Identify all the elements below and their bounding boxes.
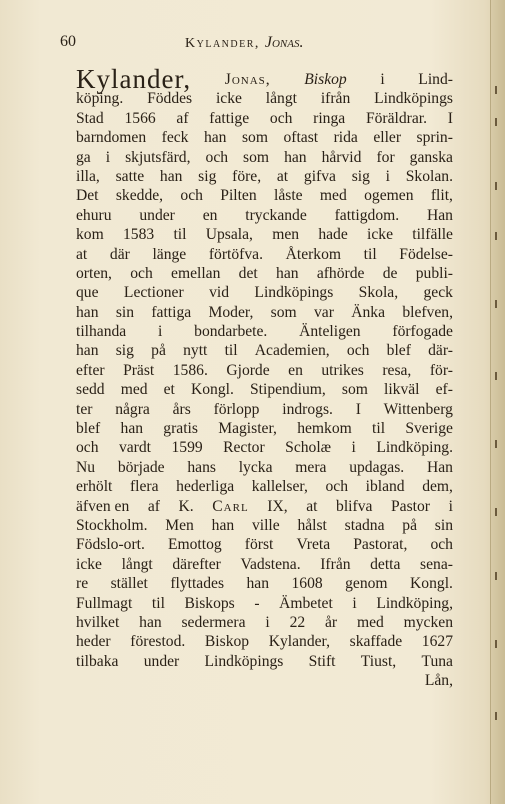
word: Änka (351, 303, 385, 321)
word: orten, (76, 264, 112, 282)
word: hade (318, 226, 348, 244)
word: Präst (123, 361, 155, 379)
word: nytt (183, 342, 208, 360)
text-line (76, 167, 453, 186)
word: Scholæ (285, 439, 332, 457)
text-line (76, 148, 453, 167)
word: ef- (435, 381, 453, 399)
word: sena- (420, 555, 453, 573)
word: Skolan. (405, 167, 453, 185)
word: icke (76, 555, 102, 573)
text-line (76, 555, 453, 574)
word: han (76, 342, 99, 360)
word: några (115, 400, 150, 418)
word: i (265, 613, 270, 631)
word: til (372, 420, 386, 438)
word: med (319, 187, 347, 205)
word: efter (76, 361, 105, 379)
word: i (380, 71, 385, 88)
word: i (385, 167, 390, 185)
word: kom (76, 226, 104, 244)
text-line (76, 671, 453, 690)
word: Han (426, 206, 453, 224)
word: Kylander, (268, 633, 331, 651)
word: Biskop (204, 633, 250, 651)
word: Men (165, 516, 194, 534)
word: förfogade (392, 323, 453, 341)
running-title (185, 34, 304, 52)
word: afhörde (316, 264, 365, 282)
word: som (243, 148, 270, 166)
word: förlopp (213, 400, 260, 418)
word: och (130, 264, 153, 282)
edge-mark (495, 508, 497, 516)
word: han (139, 613, 162, 631)
word: eller (373, 129, 402, 147)
word: publi- (415, 264, 453, 282)
word: lycka (238, 458, 273, 476)
adjacent-page-edge (490, 0, 505, 804)
word: IX, (267, 497, 288, 515)
word: länge (152, 245, 187, 263)
word: Vadstena. (240, 555, 301, 573)
word: Nu (76, 458, 96, 476)
word: med (356, 613, 384, 631)
edge-mark (495, 440, 497, 448)
word: Änteligen (299, 323, 361, 341)
word: på (402, 516, 418, 534)
word: ehuru (76, 206, 112, 224)
word: han (76, 303, 99, 321)
word: illa, (76, 167, 100, 185)
word: detta (370, 555, 401, 573)
word: Academien, (254, 342, 330, 360)
text-line (76, 613, 453, 632)
word: Stad (76, 109, 104, 127)
word: år (324, 613, 338, 631)
word: Ämbetet (279, 594, 333, 612)
word: Rector (223, 439, 265, 457)
text-line (76, 458, 453, 477)
word: at (76, 245, 88, 263)
word: som (270, 303, 297, 321)
word: och (205, 148, 229, 166)
text-line (76, 438, 453, 457)
word: långt (265, 90, 297, 108)
word: fattiga (151, 303, 192, 321)
word: ogemen (364, 187, 414, 205)
word: som (341, 381, 368, 399)
word: äfven en (76, 497, 130, 515)
word: likväl (383, 381, 420, 399)
word: satte (115, 167, 145, 185)
word: sig (198, 167, 217, 185)
word: ringa (313, 109, 346, 127)
word: til (224, 342, 238, 360)
text-line (76, 632, 453, 651)
word: Födelse- (399, 245, 453, 263)
word: det (238, 264, 258, 282)
word: Födslo-ort. (76, 536, 145, 554)
word: han (284, 148, 307, 166)
word: han (211, 516, 235, 534)
word: sedd (76, 381, 105, 399)
word: hans (187, 458, 216, 476)
word: mycken (403, 613, 453, 631)
word: hålst (297, 516, 327, 534)
word: där (109, 245, 130, 263)
word: genom (345, 575, 388, 593)
word: et (163, 381, 175, 399)
word: sedermera (181, 613, 246, 631)
word: Fullmagt (76, 594, 133, 612)
word: började (117, 458, 165, 476)
word: utrikes (321, 361, 364, 379)
word: Emottog (167, 536, 222, 554)
word: sprin- (416, 129, 453, 147)
text-line (76, 283, 453, 302)
word: och (346, 342, 370, 360)
word: rida (333, 129, 358, 147)
word: mera (295, 458, 327, 476)
word: under (143, 652, 180, 670)
word: 1608 (291, 575, 323, 593)
word: Wittenberg (383, 400, 453, 418)
word: i (352, 594, 357, 612)
word: han (246, 575, 269, 593)
word: Pastor (391, 497, 430, 515)
word: K. (178, 497, 194, 515)
word: sig (351, 167, 370, 185)
text-line (76, 380, 453, 399)
text-line (76, 109, 453, 128)
text-line (76, 419, 453, 438)
word: Lindköpings (254, 284, 334, 302)
word: icke (367, 226, 393, 244)
word: de (382, 264, 398, 282)
biography-text (76, 64, 453, 691)
word: 22 (289, 613, 306, 631)
word: fattige (209, 109, 250, 127)
word: resa, (382, 361, 412, 379)
word: Lindköpings (374, 90, 453, 108)
word: hvilket (76, 613, 120, 631)
word: Kongl. (410, 575, 453, 593)
word: af (176, 109, 189, 127)
edge-mark (495, 372, 497, 380)
word: en (288, 361, 303, 379)
word: Pilten (220, 187, 257, 205)
word: men (272, 226, 300, 244)
word: Carl (212, 497, 249, 515)
word: Biskop (304, 71, 347, 88)
edge-mark (495, 232, 497, 240)
word: re (76, 575, 89, 593)
text-line (76, 400, 453, 419)
word: Sverige (405, 420, 453, 438)
word: sin (434, 516, 453, 534)
word: vid (209, 284, 230, 302)
word: til (151, 594, 165, 612)
word: sig (115, 342, 134, 360)
word: i (351, 439, 356, 457)
word: feck (161, 129, 189, 147)
word: vardt (118, 439, 152, 457)
word: Jonas, (224, 71, 271, 88)
word: Lindköping, (376, 594, 453, 612)
word: 1566 (124, 109, 156, 127)
word: Han (426, 458, 453, 476)
word: indrogs. (282, 400, 333, 418)
word: Återkom (285, 245, 342, 263)
word: flit, (430, 187, 453, 205)
word: Pastorat, (353, 536, 408, 554)
word: skaffade (349, 633, 403, 651)
text-line (76, 303, 453, 322)
word: för- (429, 361, 453, 379)
word: Ifrån (320, 555, 351, 573)
text-line (76, 497, 453, 516)
text-line (76, 225, 453, 244)
word: ganska (409, 148, 453, 166)
text-line (76, 64, 453, 94)
word: emellan (171, 264, 221, 282)
word: ibland (365, 478, 405, 496)
text-line (76, 341, 453, 360)
word: tryckande (245, 206, 307, 224)
word: i (448, 497, 453, 515)
word: tilfälle (412, 226, 453, 244)
word: och (269, 109, 293, 127)
word: var (313, 303, 334, 321)
word: blef (386, 342, 411, 360)
word: Lindköpings (204, 652, 284, 670)
word: Tiust, (360, 652, 397, 670)
word: sin (115, 303, 135, 321)
word: förtöfva. (208, 245, 263, 263)
running-title-name: Kylander, (185, 36, 260, 51)
word: Skola, (358, 284, 399, 302)
text-line (76, 574, 453, 593)
word: stadna (344, 516, 385, 534)
word: stället (110, 575, 148, 593)
word: blefven, (402, 303, 453, 321)
word: ga (76, 148, 91, 166)
word: Lån, (424, 672, 453, 690)
word: at (306, 497, 318, 515)
word: kallelser, (251, 478, 308, 496)
word: tilhanda (76, 323, 127, 341)
word: långt (121, 555, 153, 573)
word: Magister, (218, 420, 277, 438)
word: til (173, 226, 187, 244)
word: 1627 (421, 633, 453, 651)
word: och (76, 439, 99, 457)
word: skjutsfärd, (125, 148, 191, 166)
word: blifva (336, 497, 373, 515)
word: Stockholm. (76, 516, 148, 534)
word: före, (232, 167, 262, 185)
text-line (76, 594, 453, 613)
word: en (202, 206, 218, 224)
word: med (120, 381, 148, 399)
word: hederliga (176, 478, 235, 496)
word: flera (129, 478, 159, 496)
word: af (147, 497, 160, 515)
text-line (76, 245, 453, 264)
word: I (447, 109, 453, 127)
word: Kongl. (191, 381, 234, 399)
word: for (376, 148, 395, 166)
word: Föddes (147, 90, 193, 108)
word: i (158, 323, 163, 341)
edge-mark (495, 572, 497, 580)
word: ter (76, 400, 93, 418)
word: dem, (422, 478, 453, 496)
word: och (430, 536, 453, 554)
word: Gjorde (226, 361, 270, 379)
word: 1583 (123, 226, 155, 244)
word: Kylander, (76, 64, 192, 94)
word: at (276, 167, 289, 185)
word: och (180, 187, 203, 205)
word: års (172, 400, 191, 418)
word: skedde, (115, 187, 164, 205)
word: 1599 (171, 439, 203, 457)
text-line (76, 361, 453, 380)
word: Lindköping. (376, 439, 453, 457)
word: updagas. (349, 458, 405, 476)
word: Föräldrar. (365, 109, 428, 127)
word: Upsala, (205, 226, 253, 244)
page-header (60, 33, 450, 57)
word: där- (428, 342, 453, 360)
word: förestod. (130, 633, 186, 651)
word: hårvid (321, 148, 362, 166)
word: han (276, 264, 299, 282)
word: - (254, 594, 260, 612)
word: 1586. (172, 361, 208, 379)
word: Stipendium, (249, 381, 326, 399)
word: blef (76, 420, 101, 438)
word: han (159, 167, 183, 185)
word: gifva (303, 167, 336, 185)
word: que (76, 284, 99, 302)
edge-mark (495, 118, 497, 126)
word: ifrån (320, 90, 351, 108)
word: oftast (283, 129, 319, 147)
text-line (76, 322, 453, 341)
word: i (105, 148, 111, 166)
word: I (355, 400, 361, 418)
word: flyttades (170, 575, 225, 593)
word: köping. (76, 90, 124, 108)
word: Tuna (421, 652, 453, 670)
word: Lectioner (123, 284, 184, 302)
word: han (120, 420, 144, 438)
word: gratis (163, 420, 198, 438)
word: barndomen (76, 129, 147, 147)
text-line (76, 186, 453, 205)
word: Biskops (184, 594, 235, 612)
word: ville (251, 516, 280, 534)
word: Moder, (208, 303, 254, 321)
text-line (76, 206, 453, 225)
word: låste (274, 187, 303, 205)
text-line (76, 535, 453, 554)
word: först (244, 536, 274, 554)
word: och (325, 478, 348, 496)
page-number: 60 (60, 33, 76, 50)
word: hemkom (297, 420, 352, 438)
running-title-forename: Jonas. (264, 34, 304, 51)
edge-mark (495, 182, 497, 190)
text-line (76, 516, 453, 535)
word: fattigdom. (334, 206, 400, 224)
edge-mark (495, 712, 497, 720)
word: han (203, 129, 227, 147)
word: Vreta (296, 536, 331, 554)
word: bondarbete. (194, 323, 268, 341)
word: under (139, 206, 175, 224)
word: til (363, 245, 377, 263)
word: tilbaka (76, 652, 119, 670)
word: geck (423, 284, 453, 302)
text-line (76, 652, 453, 671)
word: Det (76, 187, 99, 205)
word: som (241, 129, 268, 147)
word: på (151, 342, 166, 360)
edge-mark (495, 300, 497, 308)
word: erhölt (76, 478, 113, 496)
word: heder (76, 633, 111, 651)
edge-mark (495, 86, 497, 94)
word: därefter (172, 555, 221, 573)
text-line (76, 128, 453, 147)
word: Stift (308, 652, 336, 670)
text-line (76, 477, 453, 496)
text-line (76, 264, 453, 283)
word: Lind- (418, 71, 453, 88)
edge-mark (495, 640, 497, 648)
word: icke (215, 90, 242, 108)
